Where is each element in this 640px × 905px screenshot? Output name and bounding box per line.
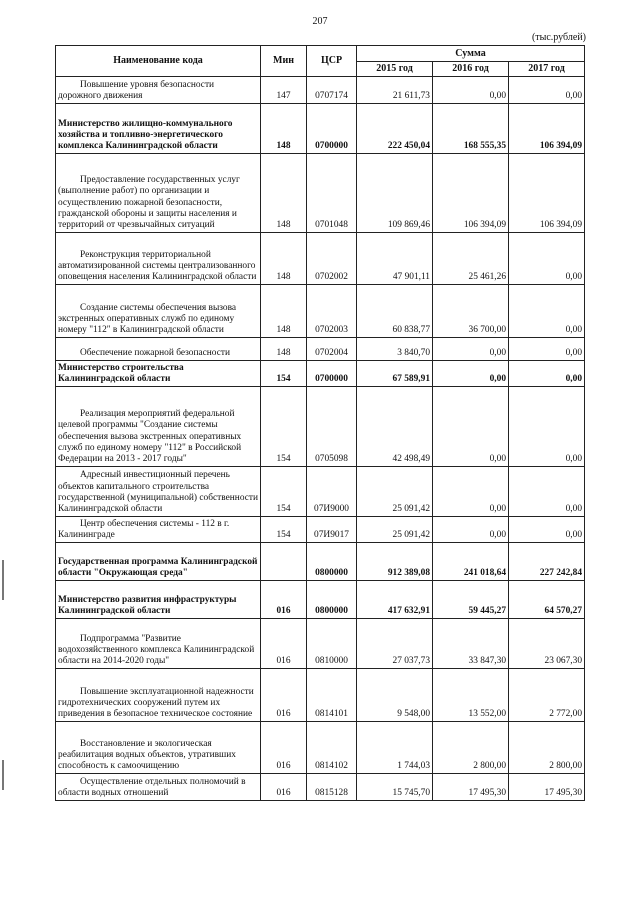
row-2016: 0,00 [433,516,509,542]
row-csr: 0700000 [307,360,357,386]
row-2015: 3 840,70 [357,337,433,360]
row-min: 148 [261,103,307,153]
row-2017: 0,00 [509,284,585,337]
row-min: 148 [261,232,307,284]
table-row [56,153,585,232]
row-name: Центр обеспечения системы - 112 в г. Калининграде [56,516,261,542]
row-2015: 47 901,11 [357,232,433,284]
row-2015: 42 498,49 [357,386,433,466]
row-csr: 0800000 [307,542,357,580]
table-row [56,284,585,337]
table-row [56,618,585,668]
row-2015: 109 869,46 [357,153,433,232]
row-csr: 0701048 [307,153,357,232]
row-2015: 417 632,91 [357,580,433,618]
header-name: Наименование кода [56,46,261,77]
budget-table [55,45,585,801]
table-row [56,386,585,466]
table-row [56,232,585,284]
row-2017: 17 495,30 [509,773,585,800]
table-row [56,360,585,386]
row-2017: 0,00 [509,76,585,103]
row-2015: 1 744,03 [357,721,433,773]
header-min: Мин [261,46,307,77]
row-csr: 0815128 [307,773,357,800]
row-name: Подпрограмма "Развитие водохозяйственного комплекса Калининградской области на 2014-2020 годы" [56,618,261,668]
row-csr: 0810000 [307,618,357,668]
row-2017: 0,00 [509,386,585,466]
row-2017: 0,00 [509,516,585,542]
row-2015: 21 611,73 [357,76,433,103]
table-row [56,580,585,618]
row-2016: 106 394,09 [433,153,509,232]
row-2016: 168 555,35 [433,103,509,153]
row-2015: 222 450,04 [357,103,433,153]
row-2017: 0,00 [509,360,585,386]
row-2017: 0,00 [509,232,585,284]
row-name: Восстановление и экологическая реабилитация водных объектов, утративших способность к самоочищению [56,721,261,773]
row-csr: 0814102 [307,721,357,773]
row-csr: 0814101 [307,668,357,721]
row-name: Обеспечение пожарной безопасности [56,337,261,360]
units-label: (тыс.рублей) [531,32,586,43]
row-2017: 64 570,27 [509,580,585,618]
header-csr: ЦСР [307,46,357,77]
row-name: Повышение эксплуатационной надежности гидротехнических сооружений путем их приведения в безопасное техническое состояние [56,668,261,721]
row-name: Реконструкция территориальной автоматизированной системы централизованного оповещения населения Калининградской области [56,232,261,284]
row-2017: 0,00 [509,337,585,360]
table-row [56,337,585,360]
row-csr: 0700000 [307,103,357,153]
table-row [56,773,585,800]
row-name: Осуществление отдельных полномочий в области водных отношений [56,773,261,800]
table-row [56,103,585,153]
row-name: Государственная программа Калининградской области "Окружающая среда" [56,542,261,580]
row-name: Реализация мероприятий федеральной целевой программы "Создание системы обеспечения вызова экстренных оперативных служб по единому номеру "112" в Российской Федерации на 2013 - 2017 годы" [56,386,261,466]
table-row [56,516,585,542]
row-2016: 59 445,27 [433,580,509,618]
row-min: 154 [261,386,307,466]
row-2016: 241 018,64 [433,542,509,580]
row-2016: 33 847,30 [433,618,509,668]
row-csr: 07И9000 [307,466,357,516]
row-2016: 2 800,00 [433,721,509,773]
row-name: Предоставление государственных услуг (выполнение работ) по организации и осуществлению пожарной безопасности, гражданской обороны и защиты населения и территорий от чрезвычайных ситуаций [56,153,261,232]
row-2016: 25 461,26 [433,232,509,284]
row-2015: 27 037,73 [357,618,433,668]
row-csr: 0702004 [307,337,357,360]
row-2016: 0,00 [433,337,509,360]
row-min: 148 [261,284,307,337]
row-2015: 15 745,70 [357,773,433,800]
scan-edge-mark [2,760,4,790]
table-row [56,466,585,516]
row-csr: 07И9017 [307,516,357,542]
row-2017: 23 067,30 [509,618,585,668]
row-min: 016 [261,721,307,773]
row-2017: 0,00 [509,466,585,516]
row-2016: 17 495,30 [433,773,509,800]
table-row [56,721,585,773]
row-name: Создание системы обеспечения вызова экстренных оперативных служб по единому номеру "112" в Калининградской области [56,284,261,337]
table-row [56,76,585,103]
row-min: 154 [261,516,307,542]
row-name: Министерство жилищно-коммунального хозяйства и топливно-энергетического комплекса Калининградской области [56,103,261,153]
scan-edge-mark [2,560,4,600]
row-min [261,542,307,580]
row-2016: 0,00 [433,76,509,103]
row-min: 016 [261,618,307,668]
table-row [56,542,585,580]
row-2016: 0,00 [433,360,509,386]
row-name: Адресный инвестиционный перечень объектов капитального строительства государственной (муниципальной) собственности Калининградской области [56,466,261,516]
row-csr: 0702002 [307,232,357,284]
row-2015: 25 091,42 [357,466,433,516]
row-name: Повышение уровня безопасности дорожного движения [56,76,261,103]
row-min: 016 [261,580,307,618]
row-min: 147 [261,76,307,103]
row-2016: 0,00 [433,386,509,466]
row-2017: 2 772,00 [509,668,585,721]
row-2017: 2 800,00 [509,721,585,773]
table-row [56,668,585,721]
row-min: 016 [261,773,307,800]
row-2016: 13 552,00 [433,668,509,721]
row-csr: 0705098 [307,386,357,466]
row-min: 148 [261,337,307,360]
row-2015: 25 091,42 [357,516,433,542]
row-name: Министерство строительства Калининградской области [56,360,261,386]
row-2016: 36 700,00 [433,284,509,337]
row-2017: 227 242,84 [509,542,585,580]
header-2016: 2016 год [433,62,509,77]
row-2015: 67 589,91 [357,360,433,386]
row-min: 154 [261,360,307,386]
row-csr: 0707174 [307,76,357,103]
row-min: 154 [261,466,307,516]
header-2017: 2017 год [509,62,585,77]
header-2015: 2015 год [357,62,433,77]
row-min: 016 [261,668,307,721]
row-2015: 9 548,00 [357,668,433,721]
row-csr: 0702003 [307,284,357,337]
row-2017: 106 394,09 [509,103,585,153]
header-sum: Сумма [357,46,585,62]
row-csr: 0800000 [307,580,357,618]
row-name: Министерство развития инфраструктуры Калининградской области [56,580,261,618]
row-2015: 60 838,77 [357,284,433,337]
page-number: 207 [312,16,328,27]
row-2017: 106 394,09 [509,153,585,232]
row-2015: 912 389,08 [357,542,433,580]
row-min: 148 [261,153,307,232]
row-2016: 0,00 [433,466,509,516]
